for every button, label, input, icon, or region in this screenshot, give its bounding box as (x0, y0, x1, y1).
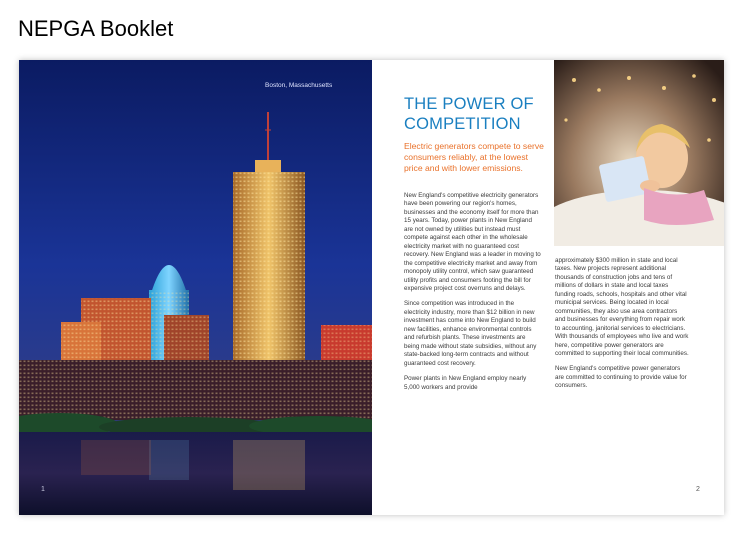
paragraph: approximately $300 million in state and local taxes. New projects represent additional thousands of construction jobs and tens of millions of dollars in state and local taxes funding roads, schools, hospitals and other vital municipal services. Being located in local communities, they also use area contractors and businesses for everything from repair work to accounting, janitorial services to electricians. With thousands of employees who live and work here, competitive power generators are committed to supporting their local communities. (555, 257, 689, 357)
photo-caption: Boston, Massachusetts (265, 82, 333, 89)
child-tablet-illustration (554, 60, 724, 246)
body-column-left (404, 192, 541, 399)
boston-skyline-photo (19, 60, 372, 515)
paragraph: Power plants in New England employ nearly 5,000 workers and provide (404, 375, 527, 391)
section-subtitle: Electric generators compete to serve consumers reliably, at the lowest price and with lower emissions. (404, 141, 544, 174)
page-number-left: 1 (41, 486, 45, 493)
paragraph: New England's competitive power generators are committed to continuing to provide value for consumers. (555, 365, 687, 390)
child-tablet-photo (554, 60, 724, 246)
right-page (372, 60, 724, 515)
body-column-right (555, 257, 689, 398)
paragraph: Since competition was introduced in the electricity industry, more than $12 billion in new investment has come into New England to build new facilities, enhance environmental controls and refurbish plants. These investments are being made without state subsidies, without any state-backed long-term contracts and without guaranteed cost recovery. (404, 300, 537, 367)
section-title: THE POWER OF COMPETITION (404, 95, 534, 133)
page-heading: NEPGA Booklet (18, 16, 174, 41)
booklet-spread (19, 60, 724, 515)
paragraph: New England's competitive electricity generators have been powering our region's homes, businesses and the economy itself for more than 15 years. Today, power plants in New England are not owned by utilities but instead must compete against each other in the wholesale electricity market with no guaranteed cost recovery. New England was a leader in moving to the competitive electricity market and away from monopoly utility control, which saw guaranteed utility profits and consumers footing the bill for expensive project cost overruns and delays. (404, 192, 541, 292)
left-page (19, 60, 372, 515)
page-number-right: 2 (696, 486, 700, 493)
